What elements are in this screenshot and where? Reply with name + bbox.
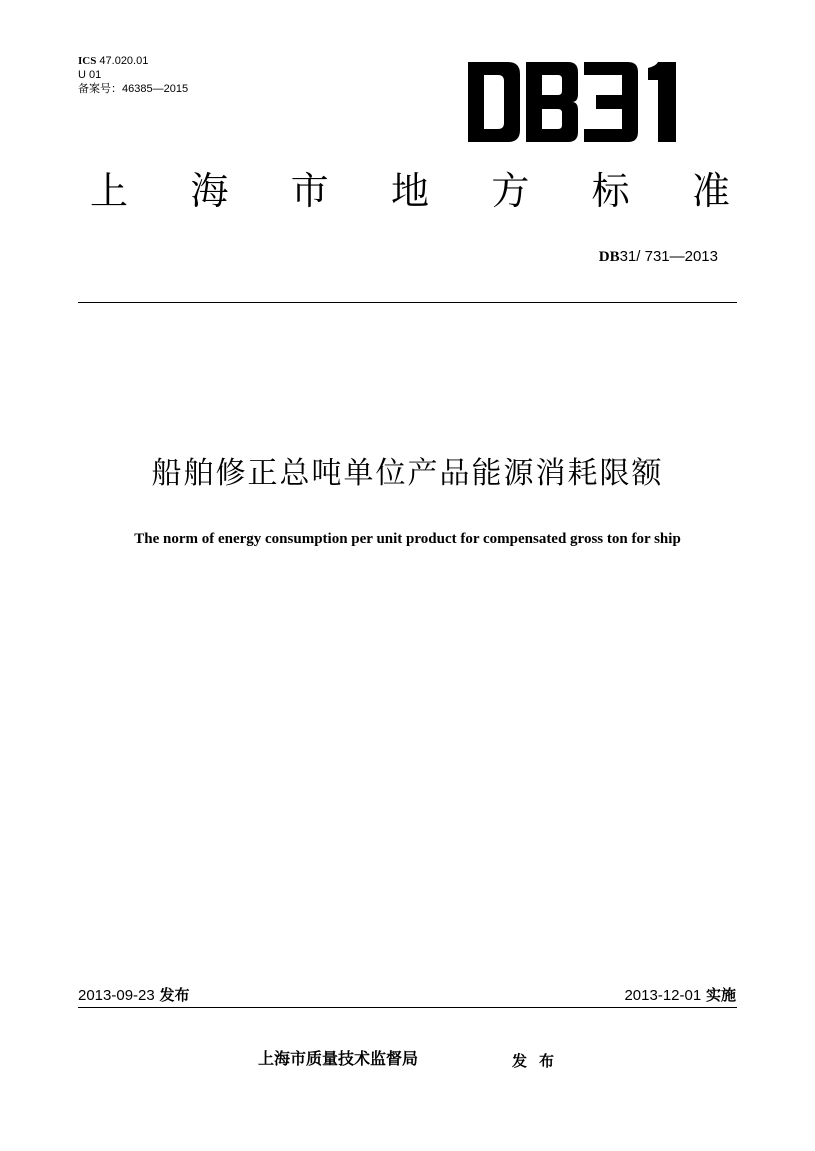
record-number: 46385—2015 (122, 83, 189, 95)
standard-number-prefix: DB (598, 249, 620, 265)
footer-divider (78, 1007, 737, 1008)
standard-number-value: 31/ 731—2013 (619, 248, 718, 265)
header-divider (78, 302, 737, 303)
implementation-date-word: 实施 (705, 986, 736, 1004)
logo-letter-d (468, 62, 520, 142)
issue-date-value: 2013-09-23 (78, 987, 155, 1004)
standard-type-char: 标 (591, 169, 630, 213)
db31-logo (468, 62, 692, 142)
logo-letter-b (526, 62, 578, 142)
title-english: The norm of energy consumption per unit product for compensated gross ton for ship (134, 531, 681, 547)
ccs-code: U 01 (78, 69, 102, 81)
logo-digit-3 (584, 62, 638, 142)
standard-type-char: 海 (190, 169, 229, 213)
standard-type-char: 方 (491, 169, 530, 213)
implementation-date (624, 985, 736, 1006)
issue-date (78, 985, 190, 1006)
standard-type-heading (90, 166, 730, 216)
classification-block (78, 54, 188, 96)
publisher-name: 上海市质量技术监督局 (258, 1049, 419, 1068)
record-label: 备案号： (78, 83, 122, 95)
publish-label: 发布 (512, 1052, 567, 1070)
standard-type-char: 上 (90, 169, 129, 213)
ics-value: 47.020.01 (99, 55, 149, 67)
ics-label: ICS (78, 55, 97, 67)
implementation-date-value: 2013-12-01 (624, 987, 702, 1004)
logo-digit-1 (648, 62, 676, 142)
title-chinese: 船舶修正总吨单位产品能源消耗限额 (151, 456, 664, 491)
standard-number (599, 246, 718, 267)
standard-type-char: 市 (290, 169, 329, 213)
record-line (78, 82, 188, 96)
standard-type-char: 地 (390, 169, 429, 213)
ics-line (78, 54, 188, 68)
issue-date-word: 发布 (159, 986, 190, 1004)
standard-type-char: 准 (691, 169, 730, 213)
